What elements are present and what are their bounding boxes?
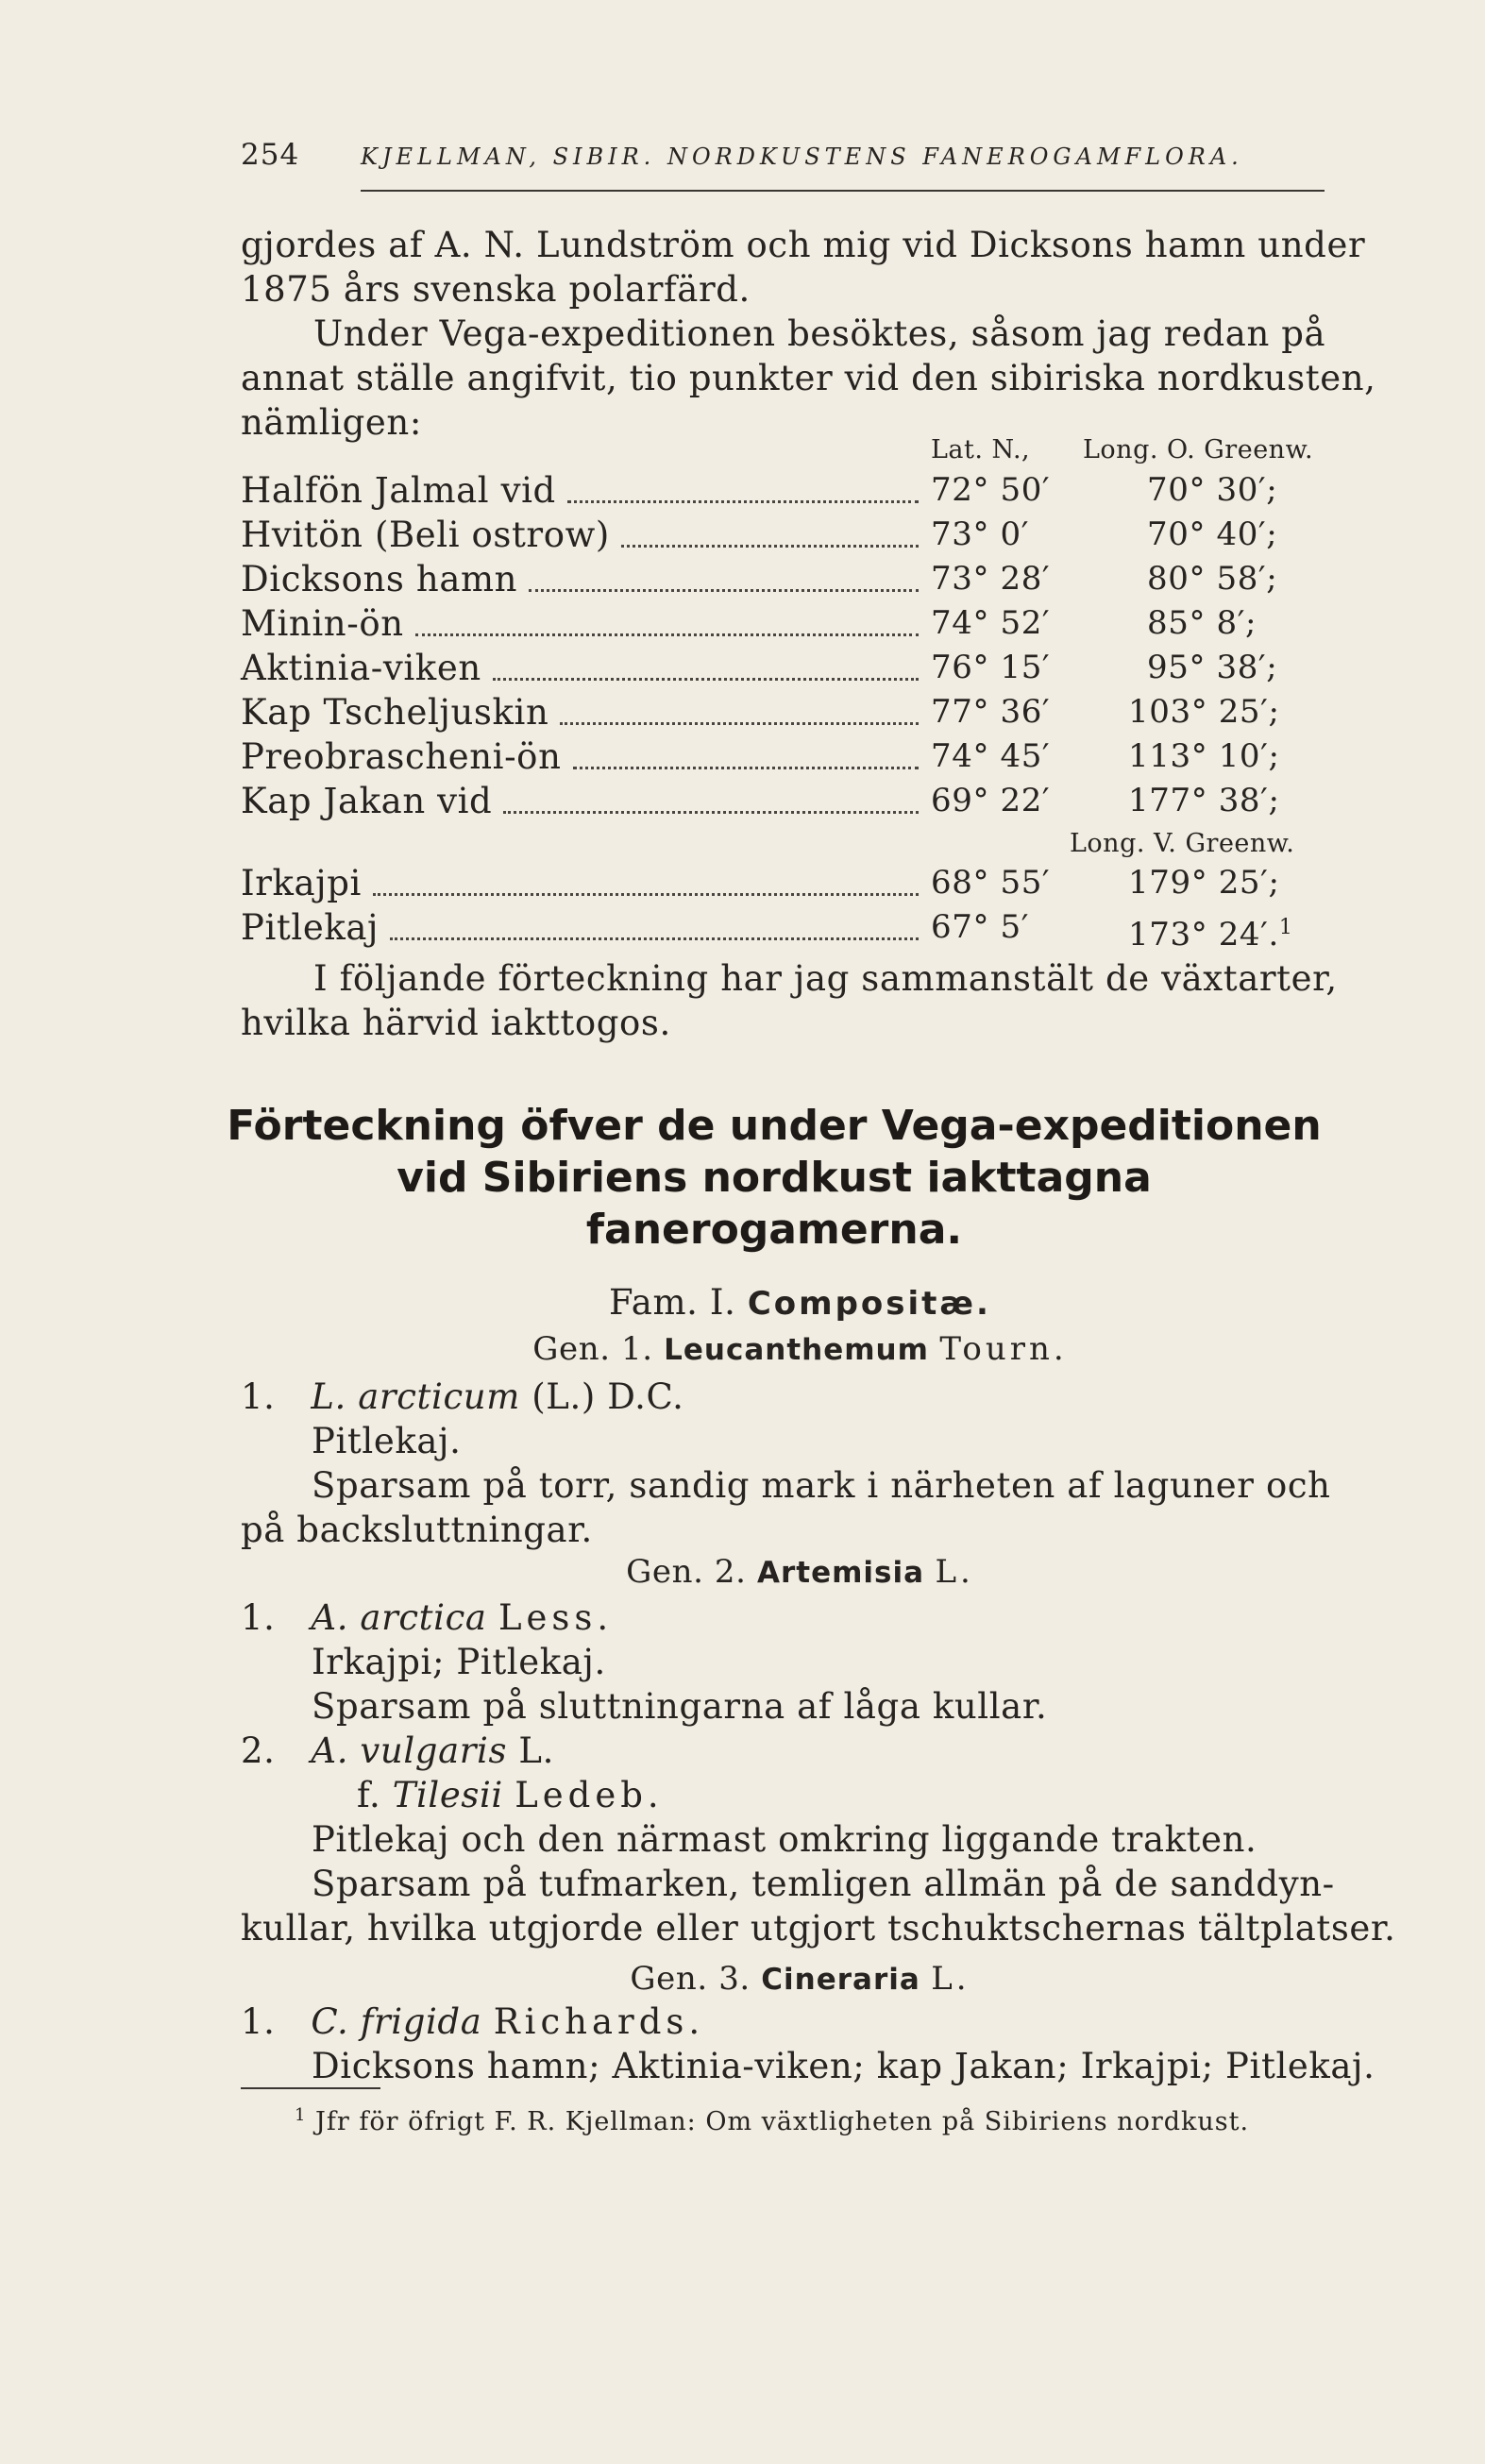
species-name: A. vulgaris — [311, 1730, 508, 1771]
header-rule — [361, 190, 1325, 192]
station-latitude: 74° 45′ — [931, 737, 1051, 775]
footnote-number: 1 — [295, 2105, 307, 2125]
dot-leader — [493, 646, 919, 681]
text-line: hvilka härvid iakttogos. — [241, 1003, 671, 1043]
station-latitude: 67° 5′ — [931, 908, 1030, 946]
station-longitude — [1128, 905, 1293, 957]
section-title-line: Förteckning öfver de under Vega-expeditionen — [227, 1102, 1322, 1150]
station-longitude: 103° 25′; — [1128, 693, 1280, 731]
station-name: Kap Tscheljuskin — [241, 692, 549, 733]
species-note: kullar, hvilka utgjorde eller utgjort tschuktschernas tältplatser. — [241, 1908, 1396, 1949]
text-line: Under Vega-expeditionen besöktes, såsom jag redan på — [313, 313, 1326, 354]
station-row — [241, 513, 1336, 557]
dot-leader — [621, 513, 919, 548]
species-note: Sparsam på tufmarken, temligen allmän på de sanddyn- — [312, 1864, 1335, 1904]
species-name: L. arcticum — [311, 1376, 520, 1417]
station-longitude: 85° 8′; — [1147, 604, 1257, 642]
species-locality: Pitlekaj. — [312, 1421, 462, 1461]
running-head — [241, 138, 1325, 191]
species-locality: Irkajpi; Pitlekaj. — [312, 1642, 606, 1682]
species-line — [241, 1375, 683, 1419]
family-heading — [241, 1280, 1359, 1326]
station-latitude: 73° 28′ — [931, 560, 1051, 598]
section-title — [189, 1100, 1359, 1256]
long-east-column-header: Long. O. Greenw. — [1083, 435, 1314, 464]
station-row — [241, 601, 1336, 646]
forma-author: Ledeb. — [515, 1775, 664, 1815]
text-line: gjordes af A. N. Lundström och mig vid Dicksons hamn under — [241, 225, 1366, 265]
station-name: Halfön Jalmal vid — [241, 470, 556, 511]
longitude-value: 173° 24′. — [1128, 916, 1279, 954]
station-row — [241, 646, 1336, 690]
species-locality: Dicksons hamn; Aktinia-viken; kap Jakan; Irkajpi; Pitlekaj. — [312, 2046, 1375, 2086]
station-latitude: 76° 15′ — [931, 649, 1051, 686]
footnote-rule — [241, 2087, 380, 2089]
genus-name: Leucanthemum — [664, 1333, 929, 1367]
footnote-mark: 1 — [1278, 916, 1293, 939]
genus-author: L. — [935, 1553, 974, 1591]
dot-leader — [567, 468, 919, 503]
species-number: 2. — [241, 1730, 276, 1771]
species-note: Sparsam på sluttningarna af låga kullar. — [312, 1686, 1048, 1727]
station-row — [241, 734, 1336, 779]
running-title: KJELLMAN, SIBIR. NORDKUSTENS FANEROGAMFLORA. — [361, 143, 1243, 170]
station-row — [241, 690, 1336, 734]
lat-column-header: Lat. N., — [931, 435, 1031, 464]
station-name: Kap Jakan vid — [241, 781, 493, 821]
species-line — [241, 2000, 704, 2044]
species-note: Sparsam på torr, sandig mark i närheten af laguner och — [312, 1465, 1331, 1506]
long-west-header-row — [241, 823, 1336, 861]
station-name: Dicksons hamn — [241, 559, 518, 599]
station-longitude: 70° 40′; — [1147, 515, 1278, 553]
species-author: (L.) D.C. — [532, 1376, 684, 1417]
genus-heading — [241, 1551, 1359, 1594]
section-title-line: fanerogamerna. — [585, 1206, 963, 1254]
species-name: C. frigida — [311, 2001, 482, 2042]
footnote-text: Jfr för öfrigt F. R. Kjellman: Om växtligheten på Sibiriens nordkust. — [315, 2107, 1250, 2136]
species-locality: Pitlekaj och den närmast omkring liggande trakten. — [312, 1819, 1257, 1860]
forma-prefix: f. — [357, 1775, 381, 1815]
station-latitude: 73° 0′ — [931, 515, 1030, 553]
station-row — [241, 861, 1336, 905]
forma-name: Tilesii — [392, 1775, 503, 1815]
genus-name: Artemisia — [756, 1556, 925, 1590]
footnote — [295, 2105, 1249, 2136]
species-author: Richards. — [493, 2001, 705, 2042]
text-line: nämligen: — [241, 402, 422, 443]
species-line — [241, 1729, 554, 1773]
station-name: Hvitön (Beli ostrow) — [241, 515, 610, 555]
genus-name: Cineraria — [761, 1963, 920, 1997]
dot-leader — [529, 557, 919, 592]
station-longitude: 80° 58′; — [1147, 560, 1278, 598]
station-name: Pitlekaj — [241, 907, 380, 948]
species-number: 1. — [241, 2001, 276, 2042]
station-longitude: 70° 30′; — [1147, 471, 1278, 509]
station-longitude: 179° 25′; — [1128, 864, 1280, 902]
species-author: L. — [518, 1730, 554, 1771]
intro-paragraph — [241, 223, 1376, 445]
station-latitude: 77° 36′ — [931, 693, 1051, 731]
text-line: 1875 års svenska polarfärd. — [241, 269, 751, 310]
genus-heading — [241, 1328, 1359, 1371]
species-number: 1. — [241, 1597, 276, 1638]
station-longitude: 113° 10′; — [1128, 737, 1280, 775]
dot-leader — [373, 861, 919, 896]
station-longitude: 177° 38′; — [1128, 782, 1280, 819]
genus-prefix: Gen. 2. — [626, 1553, 747, 1591]
station-name: Minin-ön — [241, 603, 404, 644]
station-table — [241, 468, 1336, 954]
family-prefix: Fam. I. — [609, 1282, 736, 1323]
station-latitude: 68° 55′ — [931, 864, 1051, 902]
genus-author: L. — [931, 1960, 970, 1998]
text-line: annat ställe angifvit, tio punkter vid den sibiriska nordkusten, — [241, 358, 1376, 398]
station-latitude: 69° 22′ — [931, 782, 1051, 819]
genus-author: Tourn. — [939, 1330, 1068, 1368]
station-latitude: 72° 50′ — [931, 471, 1051, 509]
station-row — [241, 557, 1336, 601]
species-name: A. arctica — [311, 1597, 487, 1638]
section-title-line: vid Sibiriens nordkust iakttagna — [397, 1154, 1152, 1202]
closing-paragraph — [241, 956, 1359, 1045]
page-number: 254 — [241, 138, 300, 172]
dot-leader — [503, 779, 919, 814]
forma-line — [357, 1773, 664, 1817]
genus-prefix: Gen. 3. — [630, 1960, 751, 1998]
station-row — [241, 905, 1336, 954]
text-line: I följande förteckning har jag sammanstält de växtarter, — [313, 958, 1338, 999]
dot-leader — [415, 601, 919, 636]
species-number: 1. — [241, 1376, 276, 1417]
station-name: Preobrascheni-ön — [241, 736, 562, 777]
station-name: Aktinia-viken — [241, 648, 481, 688]
dot-leader — [560, 690, 919, 725]
station-longitude: 95° 38′; — [1147, 649, 1278, 686]
genus-prefix: Gen. 1. — [532, 1330, 653, 1368]
long-west-column-header: Long. V. Greenw. — [1070, 829, 1295, 858]
species-author: Less. — [498, 1597, 614, 1638]
dot-leader — [573, 734, 919, 769]
family-name: Compositæ. — [747, 1285, 991, 1323]
dot-leader — [390, 905, 919, 940]
species-note: på backsluttningar. — [241, 1510, 593, 1550]
station-name: Irkajpi — [241, 863, 362, 903]
station-row — [241, 468, 1336, 513]
station-latitude: 74° 52′ — [931, 604, 1051, 642]
station-row — [241, 779, 1336, 823]
species-line — [241, 1595, 613, 1640]
genus-heading — [241, 1958, 1359, 2000]
